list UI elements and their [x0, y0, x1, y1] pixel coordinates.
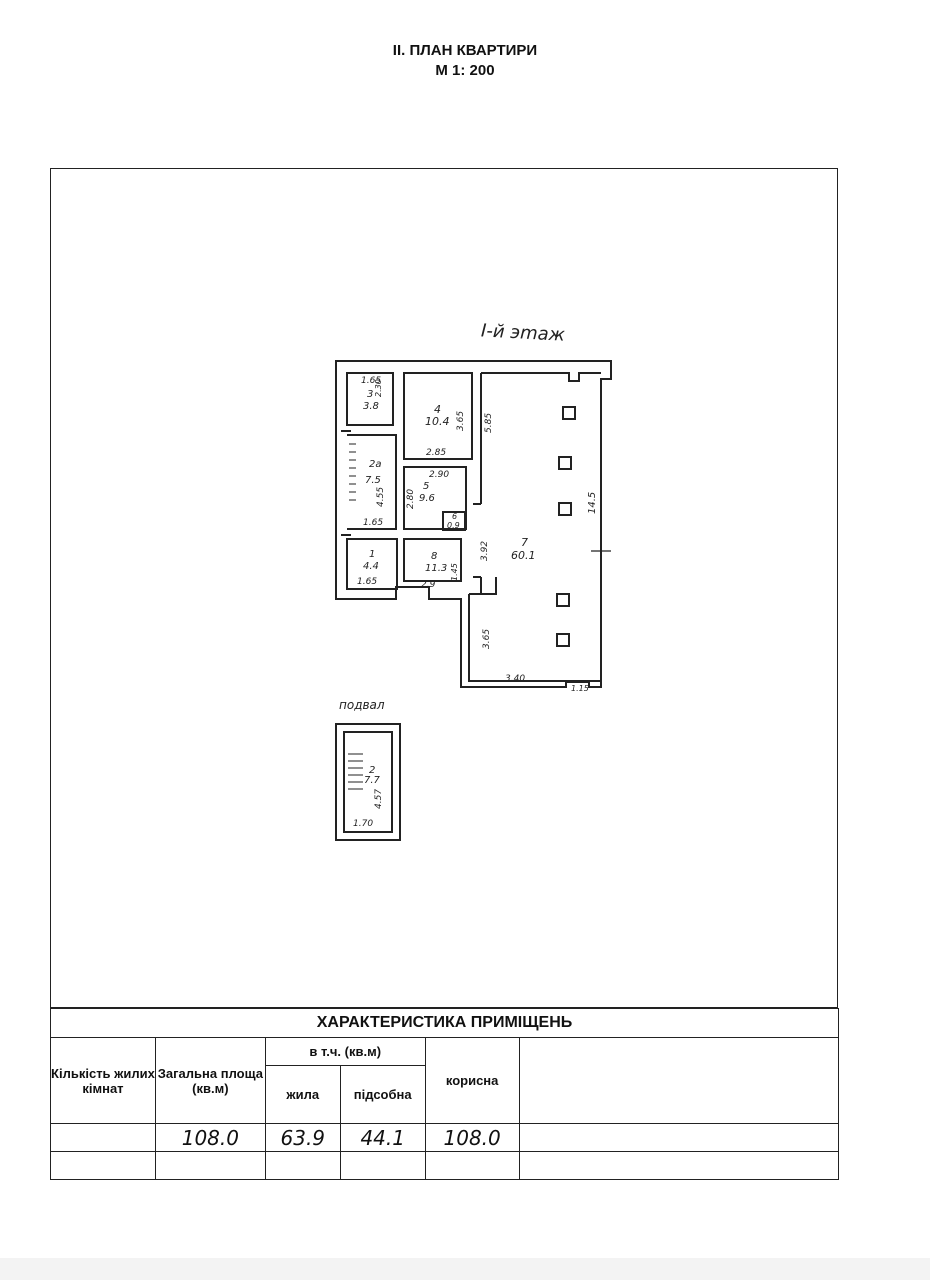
room-1-num: 1	[369, 549, 376, 560]
room-2-num: 2	[369, 765, 376, 776]
col-header-rooms: Кількість жилих кімнат	[51, 1038, 156, 1124]
cell-living: 63.9	[265, 1124, 340, 1152]
dim-label: 2.85	[426, 448, 447, 458]
dim-label: 14.5	[587, 491, 598, 514]
room-2a-num: 2а	[369, 459, 382, 470]
dim-label: 1.65	[361, 376, 382, 386]
page-title: II. ПЛАН КВАРТИРИ	[392, 42, 538, 59]
room-3-area: 3.8	[363, 401, 379, 412]
cell-total: 108.0	[155, 1124, 265, 1152]
room-2a-area: 7.5	[365, 475, 381, 486]
empty-header-cell	[519, 1038, 838, 1124]
room-5-area: 9.6	[419, 493, 435, 504]
column	[557, 594, 569, 606]
dim-label: 5.85	[484, 412, 494, 433]
room-6-num: 6	[452, 512, 458, 521]
cell-useful: 108.0	[425, 1124, 519, 1152]
column	[559, 457, 571, 469]
room-7-num: 7	[521, 536, 528, 549]
room-4-num: 4	[434, 403, 441, 416]
dim-label: 3.92	[480, 540, 490, 561]
dim-label: 1.45	[450, 563, 459, 581]
dim-label: 4.57	[374, 788, 384, 809]
col-header-total: Загальна площа (кв.м)	[155, 1038, 265, 1124]
room-characteristics-table	[50, 1008, 839, 1180]
room-1-area: 4.4	[363, 561, 379, 572]
room-7-area: 60.1	[511, 549, 536, 562]
room-5-num: 5	[423, 481, 430, 492]
basement-label: подвал	[339, 698, 385, 712]
room-6-area: 0.9	[447, 521, 460, 530]
room-8-num: 8	[431, 551, 438, 562]
stairs-floor	[349, 444, 356, 500]
cell-empty	[519, 1124, 838, 1152]
cell-rooms	[51, 1124, 156, 1152]
room-8-area: 11.3	[425, 563, 448, 574]
cell-aux: 44.1	[340, 1124, 425, 1152]
floor-plan	[51, 169, 836, 1007]
dim-label: 3.40	[505, 674, 526, 684]
floor-label: I-й эmаж	[480, 320, 566, 346]
cell-empty	[519, 1152, 838, 1180]
dim-label: 2.9	[421, 580, 436, 590]
scan-edge	[0, 1258, 930, 1280]
room-2-area: 7.7	[364, 775, 380, 786]
wall-stub-1	[341, 431, 351, 535]
cell-empty	[155, 1152, 265, 1180]
col-header-useful: корисна	[425, 1038, 519, 1124]
plan-frame	[50, 168, 838, 1008]
room-4-area: 10.4	[425, 415, 450, 428]
col-header-living: жила	[265, 1066, 340, 1124]
cell-empty	[425, 1152, 519, 1180]
dim-label: 2.90	[429, 470, 450, 480]
column	[563, 407, 575, 419]
stairs-basement	[348, 754, 363, 789]
dim-label: 1.15	[571, 684, 589, 693]
dim-label: 3.65	[482, 628, 492, 649]
dim-label: 1.70	[353, 819, 374, 829]
column	[557, 634, 569, 646]
column	[559, 503, 571, 515]
cell-empty	[51, 1152, 156, 1180]
dim-label: 1.65	[357, 577, 378, 587]
dim-label: 4.55	[376, 486, 386, 507]
room-3-num: 3	[367, 389, 374, 400]
dim-label: 2.30	[374, 379, 383, 397]
dim-label: 2.80	[406, 488, 416, 509]
dim-label: 1.65	[363, 518, 384, 528]
scale-label: М 1: 200	[435, 62, 495, 79]
col-header-including: в т.ч. (кв.м)	[265, 1038, 425, 1066]
cell-empty	[265, 1152, 340, 1180]
table-title: ХАРАКТЕРИСТИКА ПРИМІЩЕНЬ	[51, 1009, 839, 1038]
dim-label: 3.65	[456, 410, 466, 431]
cell-empty	[340, 1152, 425, 1180]
col-header-aux: підсобна	[340, 1066, 425, 1124]
